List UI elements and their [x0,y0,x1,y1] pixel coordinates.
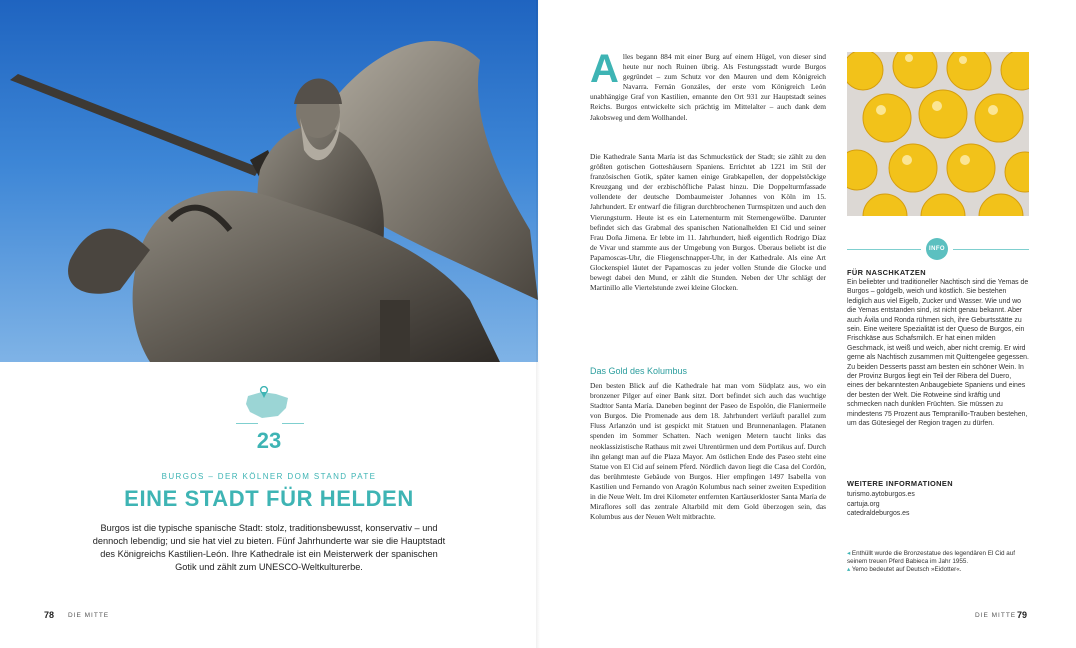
more-info-links [847,490,1029,519]
arrow-up-icon: ▴ [847,566,851,574]
paragraph-2: Die Kathedrale Santa María ist das Schmuckstück der Stadt; sie zählt zu den größten gotischen Gotteshäusern Spaniens. Errichtet ab 1221 im Stil der französischen Gotik, später kamen einige Grabkapellen, der doppelstöckige Kreuzgang und der erzbischöfliche Palast hinzu. Die Doppelturmfassade vollendete der deutsche Dombaumeister Johannes von Köln im 15. Jahrhundert. Er entwarf die filigran durchbrochenen Turmspitzen und auch den Vierungsturm. Heute ist es ein Laternenturm mit Sternengewölbe. Darunter befindet sich das Grabmal des spanischen Nationalhelden El Cid und seiner Frau Doña Jimena. Er lebte im 11. Jahrhundert, hieß eigentlich Rodrigo Díaz de Vivar und stammte aus der Umgebung von Burgos. Überaus beliebt ist die Papamoscas-Uhr, die Fliegenschnapper-Uhr, in der Kathedrale. Als eine Art Glockenspiel läutet der Papamoscas zu jeder vollen Stunde die Glocke und bewegt dabei den Mund, er zählt die Stunden. Neben der Uhr schlägt der Martinillo alle Viertelstunde zwei kleine Glocken. [590,152,826,293]
section-name-right: DIE MITTE [975,612,1017,619]
arrow-left-icon: ◂ [847,550,851,557]
page-number-left: 78 [44,610,55,620]
chapter-title: EINE STADT FÜR HELDEN [124,486,414,511]
info-text: Ein beliebter und traditioneller Nachtisch sind die Yemas de Burgos – goldgelb, weich und köstlich. Sie bestehen lediglich aus viel Eigelb, Zucker und Wasser. Wie und wo die Yemas entstanden sind, ist nicht genau bekannt. Aber auch Ávila und Ronda rühmen sich, ihre Geburtsstätte zu sein. Eine weitere Spezialität ist der Queso de Burgos, ein Frischkäse aus Schafsmilch. Er hat einen milden Geschmack, ist weiß und weich, aber nicht cremig. Er wird gerne als Nachtisch zusammen mit Quittengelee gegessen. Zu beiden Desserts passt am besten ein schöner Wein. In der Provinz Burgos liegt ein Teil der Ribera del Duero, eines der bekanntesten Anbaugebiete Spaniens und eines der besten der Welt. Die Rotweine sind kräftig und schmecken nach dunklen Früchten. Sie müssen zu mindestens 75 Prozent aus Tempranillo-Trauben bestehen, um das Gütesiegel der Region tragen zu dürfen. [847,279,1029,428]
opening-paragraph [590,47,826,123]
caption-statue: Enthüllt wurde die Bronzestatue des legendären El Cid auf seinem treuen Pferd Babieca im Jahr 1955. [847,550,1016,566]
photo-captions [847,550,1029,575]
link-catedral[interactable]: catedraldeburgos.es [847,510,910,518]
info-rule-right [953,249,1029,250]
info-heading: FÜR NASCHKATZEN [847,268,926,277]
paragraph-1: lles begann 884 mit einer Burg auf einem Hügel, von dieser sind heute nur noch Ruinen übrig. Als Festungsstadt wurde Burgos gegründet – zum Schutz vor den Mauren und dem Königreich Navarra. Fernán Gonzáles, der erste vom Königreich León unabhängige Graf von Kastilien, ernannte den Ort 931 zur Hauptstadt seines Reichs. Burgos entwickelte sich prächtig im Mittelalter – auch dank dem Jakobsweg und dem Wollhandel. [590,52,826,122]
section-subheading: Das Gold des Kolumbus [590,366,688,376]
chapter-intro: Burgos ist die typische spanische Stadt: stolz, traditionsbewusst, konservativ – und dennoch lebendig; und sie hat viel zu bieten. Fünf Jahrhunderte war sie die Hauptstadt des Königreichs Kastilien-León. Ihre Kathedrale ist ein Meisterwerk der spanischen Gotik und zählt zum UNESCO-Weltkulturerbe. [92,523,446,572]
more-info-heading: WEITERE INFORMATIONEN [847,479,953,488]
link-cartuja[interactable]: cartuja.org [847,500,880,508]
chapter-number: 23 [256,428,282,453]
section-name-left: DIE MITTE [68,612,110,619]
paragraph-3: Den besten Blick auf die Kathedrale hat man vom Südplatz aus, wo ein bronzener Pilger auf einer Bank sitzt. Dort befindet sich auch das wuchtige Stadttor Santa María. Daneben beginnt der Paseo de Espolón, die Flaniermeile von Burgos. Die Promenade aus dem 18. Jahrhundert verläuft parallel zum Fluss Arlanzón und ist gespickt mit Statuen und Brunnenanlagen. Platanen spenden im Sommer Schatten. Nach wenigen Metern taucht links das neoklassizistische Rathaus mit zwei Uhrentürmen und dem Portikus auf. Durch ihn gelangt man auf die Plaza Mayor. Am östlichen Ende des Paseo steht eine Statue von El Cid auf seinem Pferd. Nördlich davon liegt die Casa del Cordón, das berühmteste Gebäude von Burgos. Hier empfingen 1497 Isabella von Kastilien und Fernando von Aragón Kolumbus nach seiner zweiten Expedition in die Neue Welt. Im drei Kilometer entfernten Kartäuserkloster Santa María de Miraflores soll das zentrale Altarbild mit dem Gold überzogen sein, das Kolumbus aus der Neuen Welt mitbrachte. [590,381,826,522]
page-number-right: 79 [1017,610,1028,620]
chapter-kicker: BURGOS – DER KÖLNER DOM STAND PATE [161,472,377,481]
caption-yemas: Yemo bedeutet auf Deutsch »Eidotter«. [851,566,962,574]
link-turismo[interactable]: turismo.aytoburgos.es [847,491,915,498]
info-rule-left [847,249,921,250]
yemas-photo [847,52,1029,216]
drop-cap: A [590,47,619,91]
yemas-illustration [847,52,1029,216]
info-badge: INFO [926,238,948,260]
